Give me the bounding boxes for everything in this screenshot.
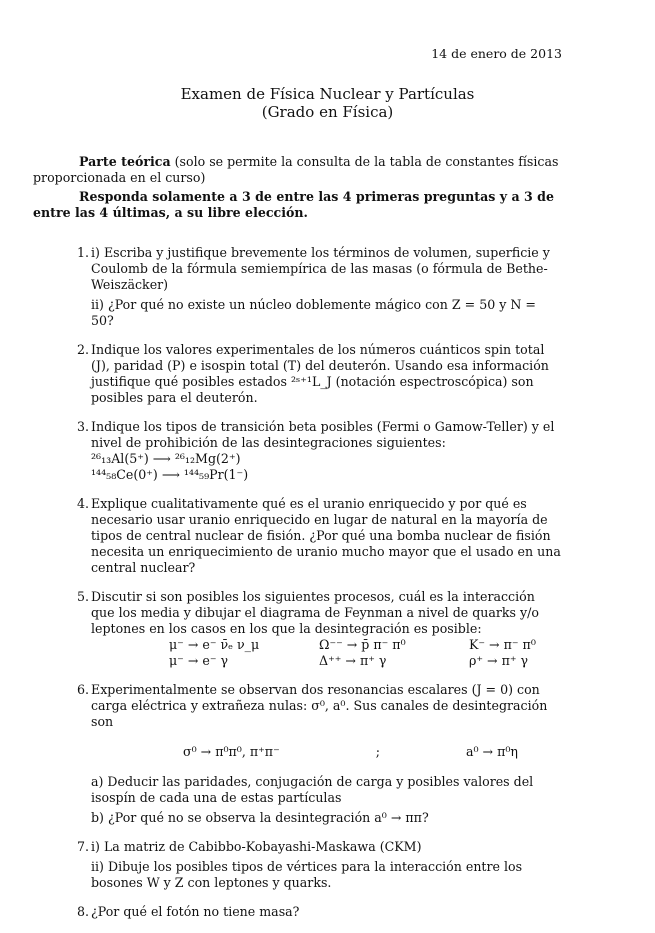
question-number: 8.: [77, 904, 90, 919]
intro-paragraph: [33, 154, 562, 186]
question-number: 7.: [77, 839, 90, 854]
question-part: Experimentalmente se observan dos resonancias escalares (J = 0) con carga eléctrica y extrañeza nulas: σ⁰, a⁰. Sus canales de desintegración son: [91, 682, 548, 729]
title-line-2: (Grado en Física): [261, 103, 394, 121]
decay-channels: [183, 744, 562, 760]
question-number: 5.: [77, 589, 90, 604]
question-part: i) Escriba y justifique brevemente los términos de volumen, superficie y Coulomb de la fórmula semiempírica de las masas (o fórmula de Bethe-Weiszäcker): [91, 245, 550, 292]
question-1: [33, 245, 562, 329]
process: Δ⁺⁺ → π⁺ γ: [319, 653, 387, 668]
question-part: ii) ¿Por qué no existe un núcleo doblemente mágico con Z = 50 y N = 50?: [91, 297, 536, 328]
process: μ⁻ → e⁻ ν̄ₑ ν_μ: [169, 637, 260, 652]
channel-separator: ;: [375, 744, 380, 759]
process: μ⁻ → e⁻ γ: [169, 653, 229, 668]
question-4: [33, 496, 562, 576]
question-3: [33, 419, 562, 483]
question-number: 3.: [77, 419, 90, 434]
question-7: [33, 839, 562, 891]
intro-text: (solo se permite la consulta de la tabla de constantes físicas proporcionada en el curso): [33, 154, 559, 185]
question-part: b) ¿Por qué no se observa la desintegración a⁰ → ππ?: [91, 810, 429, 825]
process: K⁻ → π⁻ π⁰: [469, 637, 536, 652]
intro-label: Parte teórica: [79, 154, 171, 169]
exam-date: 14 de enero de 2013: [431, 46, 562, 61]
instruction-text: Responda solamente a 3 de entre las 4 primeras preguntas y a 3 de entre las 4 últimas, a su libre elección.: [33, 189, 554, 220]
title-line-1: Examen de Física Nuclear y Partículas: [180, 85, 475, 103]
process: ρ⁺ → π⁺ γ: [469, 653, 529, 668]
question-8: [33, 904, 562, 920]
question-part: Discutir si son posibles los siguientes procesos, cuál es la interacción que los media y dibujar el diagrama de Feynman a nivel de quarks y/o leptones en los casos en los que la desintegración es posible:: [91, 589, 539, 636]
question-5: [33, 589, 562, 669]
exam-body: [33, 154, 562, 933]
process: Ω⁻⁻ → p̄ π⁻ π⁰: [319, 637, 406, 652]
question-part: ii) Dibuje los posibles tipos de vértices para la interacción entre los bosones W y Z con leptones y quarks.: [91, 859, 523, 890]
channel: a⁰ → π⁰η: [465, 744, 518, 759]
exam-title: [0, 85, 655, 121]
channel: σ⁰ → π⁰π⁰, π⁺π⁻: [183, 744, 280, 759]
question-6: [33, 682, 562, 826]
decay-equation: ²⁶₁₃Al(5⁺) ⟶ ²⁶₁₂Mg(2⁺): [91, 451, 241, 466]
process-table: [169, 637, 562, 669]
question-number: 6.: [77, 682, 90, 697]
question-number: 1.: [77, 245, 90, 260]
question-part: i) La matriz de Cabibbo-Kobayashi-Maskawa (CKM): [91, 839, 422, 854]
question-2: [33, 342, 562, 406]
question-part: Indique los valores experimentales de los números cuánticos spin total (J), paridad (P) e isospin total (T) del deuterón. Usando esa información justifique qué posibles estados ²ˢ⁺¹L_J (notación espectroscópica) son posibles para el deuterón.: [91, 342, 549, 405]
question-number: 2.: [77, 342, 90, 357]
question-list: [33, 245, 562, 920]
question-part: Indique los tipos de transición beta posibles (Fermi o Gamow-Teller) y el nivel de prohibición de las desintegraciones siguientes:: [91, 419, 555, 450]
decay-equation: ¹⁴⁴₅₈Ce(0⁺) ⟶ ¹⁴⁴₅₉Pr(1⁻): [91, 467, 249, 482]
question-part: Explique cualitativamente qué es el uranio enriquecido y por qué es necesario usar uranio enriquecido en lugar de natural en la mayoría de tipos de central nuclear de fisión. ¿Por qué una bomba nuclear de fisión necesita un enriquecimiento de uranio mucho mayor que el usado en una central nuclear?: [91, 496, 561, 575]
question-part: a) Deducir las paridades, conjugación de carga y posibles valores del isospín de cada una de estas partículas: [91, 774, 534, 805]
question-number: 4.: [77, 496, 90, 511]
question-part: ¿Por qué el fotón no tiene masa?: [91, 904, 300, 919]
